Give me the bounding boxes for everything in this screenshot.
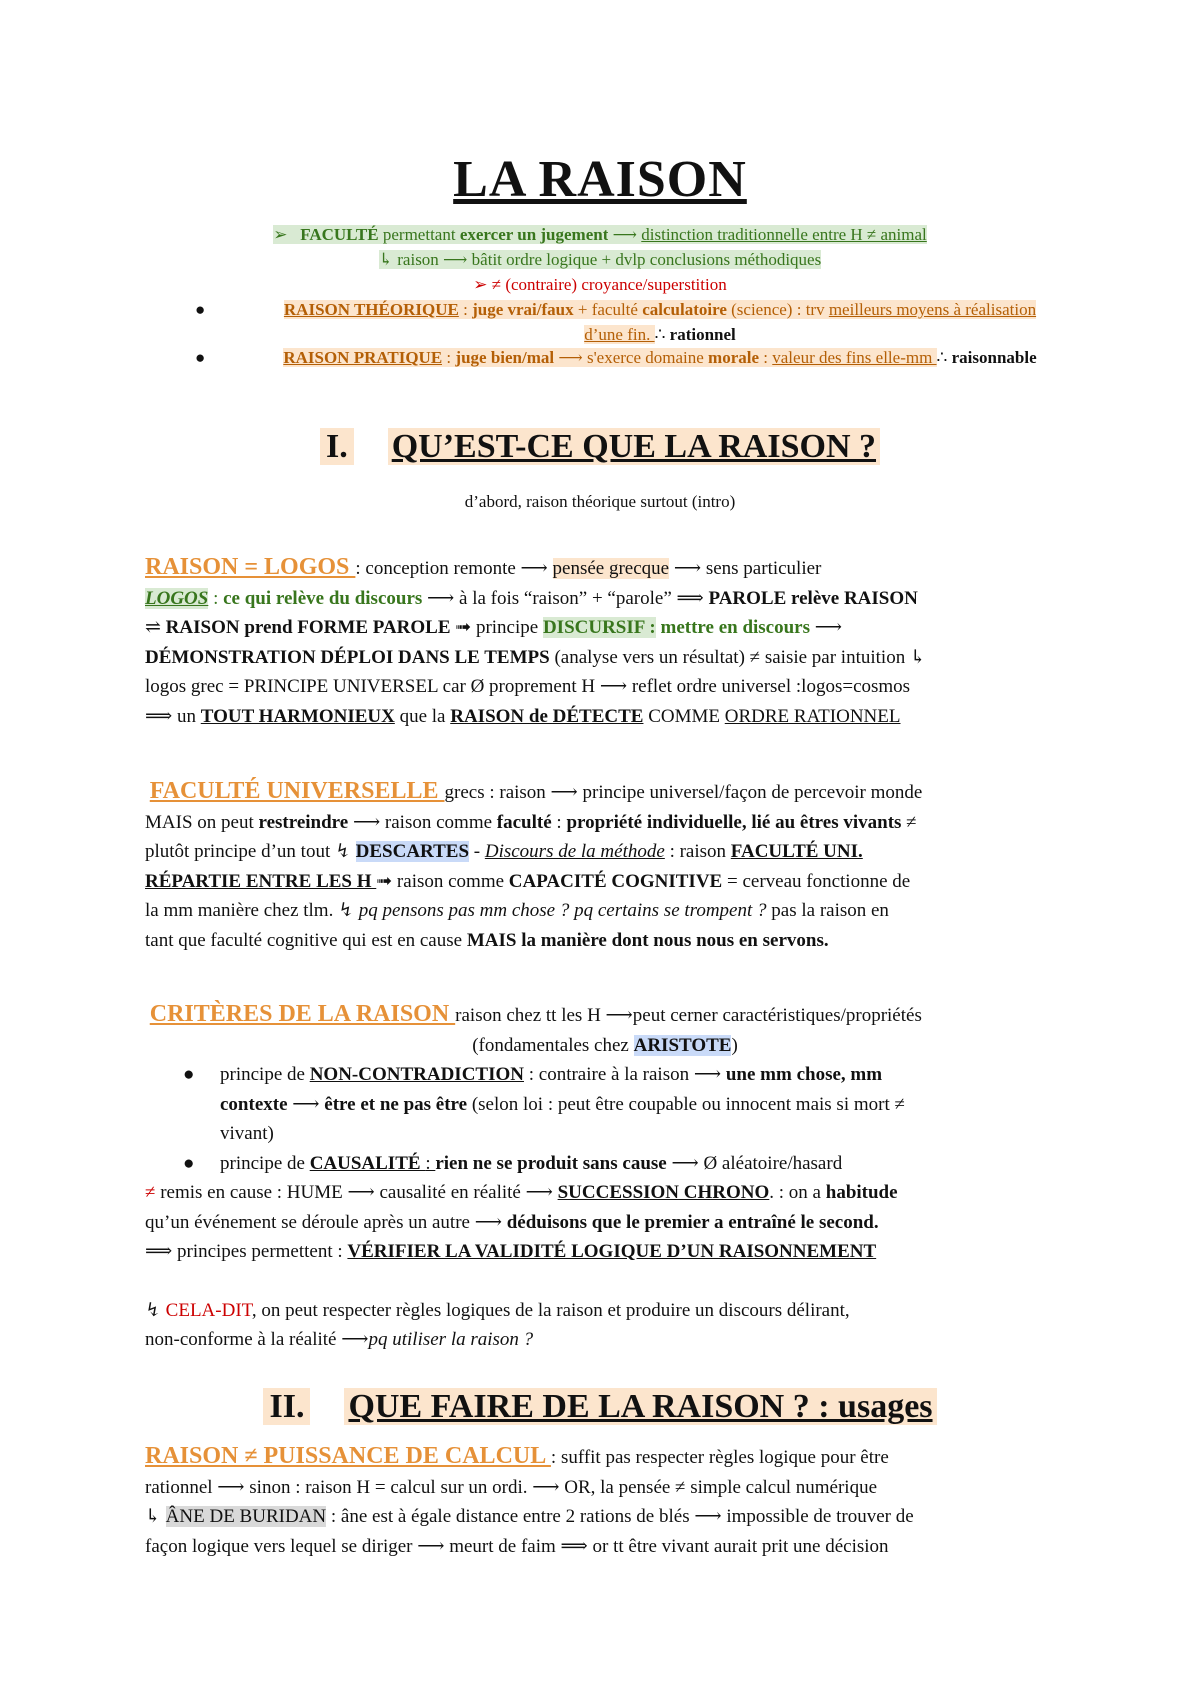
keyword-heading: FACULTÉ UNIVERSELLE: [149, 778, 445, 804]
section-note: d’abord, raison théorique surtout (intro): [464, 492, 736, 511]
document-page: LA RAISON ➢ FACULTÉ permettant exercer un jugement ⟶ distinction traditionnelle entre H ≠ animal ↳ raison ⟶ bâtit ordre logique + dvlp conclusions méthodiques ➢ ≠ (contraire) croyance/superstition ● RAISON THÉORIQUE : juge vrai/faux + faculté calculatoire (science) : trv meilleurs moyens à réalisation d’une fin. ∴ rationnel ● RAISON PRATIQUE : juge bien/mal ⟶ s'exerce domaine morale : valeur des fins elle-mm ∴ raisonnable I. QU’EST-CE QUE LA RAISON ? d’abord, raison théorique surtout (intro) RAISON = LOGOS : conception remonte ⟶ pensée grecque ⟶ sens particulier LOGOS : ce qui relève du discours ⟶ à la fois “raison” + “parole” ⟹ PAROLE relève RAISON ⇌ RAISON prend FORME PAROLE ➟ principe DISCURSIF : mettre en discours ⟶ DÉMONSTRATION DÉPLOI DANS LE TEMPS (analyse vers un résultat) ≠ saisie par intuition ↳ logos grec = PRINCIPE UNIVERSEL car Ø proprement H ⟶ reflet ordre universel :logos=cosmos ⟹ un TOUT HARMONIEUX que la RAISON de DÉTECTE COMME ORDRE RATIONNEL FACULTÉ UNIVERSELLE grecs : raison ⟶ principe universel/façon de percevoir monde MAIS on peut restreindre ⟶ raison comme faculté : propriété individuelle, lié au êtres vivants ≠ plutôt principe d’un tout ↯ DESCARTES - Discours de la méthode : raison FACULTÉ UNI. RÉPARTIE ENTRE LES H ➟ raison comme CAPACITÉ COGNITIVE = cerveau fonctionne de la mm manière chez tlm. ↯ pq pensons pas mm chose ? pq certains se trompent ? pas la raison en tant que faculté cognitive qui est en cause MAIS la manière dont nous nous en servons. CRITÈRES DE LA RAISON raison chez tt les H ⟶peut cerner caractéristiques/propriétés (fondamentales chez ARISTOTE) ● principe de NON-CONTRADICTION : contraire à la raison ⟶ une mm chose, mm contexte ⟶ être et ne pas être (selon loi : peut être coupable ou innocent mais si mort ≠ vivant) ● principe de CAUSALITÉ : rien ne se produit sans cause ⟶ Ø aléatoire/hasard ≠ remis en cause : HUME ⟶ causalité en réalité ⟶ SUCCESSION CHRONO. : on a habitude qu’un événement se déroule après un autre ⟶ déduisons que le premier a entraîné le second. ⟹ principes permettent : VÉRIFIER LA VALIDITÉ LOGIQUE D’UN RAISONNEMENT ↯ CELA-DIT, on peut respecter règles logiques de la raison et produire un discours délirant, non-conforme à la réalité ⟶pq utiliser la raison ? II. QUE FAIRE DE LA RAISON ? : usages RAISON ≠ PUISSANCE DE CALCUL : suffit pas respecter règles logique pour être rationnel ⟶ sinon : raison H = calcul sur un ordi. ⟶ OR, la pensée ≠ simple calcul numérique ↳ ÂNE DE BURIDAN : âne est à égale distance entre 2 rations de blés ⟶ impossible de trouver de façon logique vers lequel se diriger ⟶ meurt de faim ⟹ or tt être vivant aurait prit une décision: [0, 0, 1200, 1694]
paragraph-calcul: RAISON ≠ PUISSANCE DE CALCUL : suffit pas respecter règles logique pour être rationnel ⟶ sinon : raison H = calcul sur un ordi. ⟶ OR, la pensée ≠ simple calcul numérique ↳ ÂNE DE BURIDAN : âne est à égale distance entre 2 rations de blés ⟶ impossible de trouver de façon logique vers lequel se diriger ⟶ meurt de faim ⟹ or tt être vivant aurait prit une décision: [145, 1443, 914, 1557]
keyword-heading: RAISON = LOGOS: [145, 554, 356, 580]
bullet-icon: ●: [195, 300, 206, 319]
faculte-label: FACULTÉ: [300, 225, 379, 244]
intro-line-3: ➢ ≠ (contraire) croyance/superstition: [473, 275, 727, 294]
page-title: LA RAISON: [453, 151, 747, 208]
bullet-icon: ●: [183, 1152, 195, 1174]
intro-line-1: ➢ FACULTÉ permettant exercer un jugement ⟶ distinction traditionnelle entre H ≠ animal: [273, 225, 927, 244]
bullet-icon: ●: [183, 1064, 195, 1085]
arrow-icon: ➢: [273, 225, 288, 244]
section-heading-1: I. QU’EST-CE QUE LA RAISON ?: [0, 428, 1200, 466]
paragraph-faculte: FACULTÉ UNIVERSELLE grecs : raison ⟶ principe universel/façon de percevoir monde MAIS on peut restreindre ⟶ raison comme faculté : propriété individuelle, lié au êtres vivants ≠ plutôt principe d’un tout ↯ DESCARTES - Discours de la méthode : raison FACULTÉ UNI. RÉPARTIE ENTRE LES H ➟ raison comme CAPACITÉ COGNITIVE = cerveau fonctionne de la mm manière chez tlm. ↯ pq pensons pas mm chose ? pq certains se trompent ? pas la raison en tant que faculté cognitive qui est en cause MAIS la manière dont nous nous en servons.: [145, 778, 923, 951]
bullet-icon: ●: [195, 348, 206, 367]
intro-block: [0, 222, 1200, 297]
keyword-heading: RAISON ≠ PUISSANCE DE CALCUL: [145, 1443, 551, 1469]
keyword-heading: CRITÈRES DE LA RAISON: [149, 1001, 456, 1027]
intro-line-2: ↳ raison ⟶ bâtit ordre logique + dvlp conclusions méthodiques: [378, 250, 822, 269]
section-heading-2: II. QUE FAIRE DE LA RAISON ? : usages: [0, 1388, 1200, 1426]
arrow-icon: ➢: [473, 275, 488, 294]
paragraph-criteres: CRITÈRES DE LA RAISON raison chez tt les H ⟶peut cerner caractéristiques/propriétés (fondamentales chez ARISTOTE) ● principe de NON-CONTRADICTION : contraire à la raison ⟶ une mm chose, mm contexte ⟶ être et ne pas être (selon loi : peut être coupable ou innocent mais si mort ≠ vivant) ● principe de CAUSALITÉ : rien ne se produit sans cause ⟶ Ø aléatoire/hasard ≠ remis en cause : HUME ⟶ causalité en réalité ⟶ SUCCESSION CHRONO. : on a habitude qu’un événement se déroule après un autre ⟶ déduisons que le premier a entraîné le second. ⟹ principes permettent : VÉRIFIER LA VALIDITÉ LOGIQUE D’UN RAISONNEMENT ↯ CELA-DIT, on peut respecter règles logiques de la raison et produire un discours délirant, non-conforme à la réalité ⟶pq utiliser la raison ?: [145, 1001, 922, 1350]
paragraph-logos: RAISON = LOGOS : conception remonte ⟶ pensée grecque ⟶ sens particulier LOGOS : ce qui relève du discours ⟶ à la fois “raison” + “parole” ⟹ PAROLE relève RAISON ⇌ RAISON prend FORME PAROLE ➟ principe DISCURSIF : mettre en discours ⟶ DÉMONSTRATION DÉPLOI DANS LE TEMPS (analyse vers un résultat) ≠ saisie par intuition ↳ logos grec = PRINCIPE UNIVERSEL car Ø proprement H ⟶ reflet ordre universel :logos=cosmos ⟹ un TOUT HARMONIEUX que la RAISON de DÉTECTE COMME ORDRE RATIONNEL: [145, 554, 926, 727]
